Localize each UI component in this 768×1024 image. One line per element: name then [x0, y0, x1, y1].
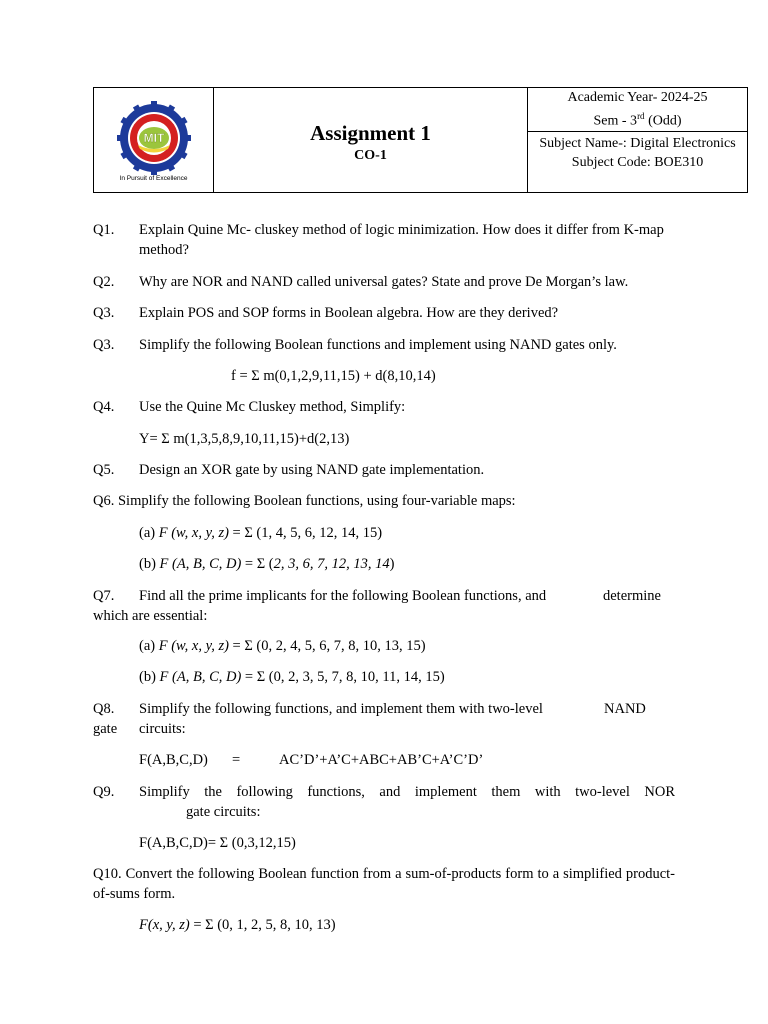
formula-q3: f = Σ m(0,1,2,9,11,15) + d(8,10,14): [231, 368, 436, 384]
subject-name: Subject Name-: Digital Electronics: [539, 135, 736, 151]
question-text: Simplify the following functions, and implement them with two-level NAND: [139, 701, 646, 717]
question-9: [93, 782, 675, 822]
svg-text:MIT: MIT: [143, 131, 164, 146]
question-number: Q8.: [93, 701, 115, 717]
q6-part-a: (a) F (w, x, y, z) = Σ (1, 4, 5, 6, 12, 14, 15): [139, 525, 383, 541]
question-text: Use the Quine Mc Cluskey method, Simplify:: [139, 399, 406, 415]
formula-q9: F(A,B,C,D)= Σ (0,3,12,15): [139, 835, 296, 851]
academic-year: Academic Year- 2024-25: [567, 90, 708, 105]
formula-q8-left: F(A,B,C,D): [139, 752, 208, 768]
question-text: Find all the prime implicants for the following Boolean functions, and determine: [139, 588, 661, 604]
question-number: Q9.: [93, 784, 115, 800]
formula-q8-right: AC’D’+A’C+ABC+AB’C+A’C’D’: [279, 752, 484, 768]
subject-cell: [528, 131, 748, 192]
question-number: Q3.: [93, 337, 115, 353]
question-text: Why are NOR and NAND called universal gates? State and prove De Morgan’s law.: [139, 274, 629, 290]
header-table: [93, 87, 748, 193]
formula-q8-eq: =: [232, 752, 241, 768]
q7-part-b: (b) F (A, B, C, D) = Σ (0, 2, 3, 5, 7, 8, 10, 11, 14, 15): [139, 669, 445, 685]
q6-part-b: (b) F (A, B, C, D) = Σ (2, 3, 6, 7, 12, 13, 14): [139, 556, 395, 572]
question-number: Q1.: [93, 222, 115, 238]
question-text-cont: gate circuits:: [93, 721, 186, 737]
title-cell: [214, 88, 528, 193]
college-logo-icon: [116, 101, 192, 175]
question-text: Convert the following Boolean function from a sum-of-products form to a simplified product-of-sums form.: [93, 866, 676, 902]
question-7: [93, 586, 675, 626]
question-text-cont: gate circuits:: [186, 804, 261, 820]
question-number: Q5.: [93, 462, 115, 478]
question-text-cont: which are essential:: [93, 608, 208, 624]
question-8: [93, 699, 675, 739]
question-number: Q3.: [93, 305, 115, 321]
question-10: [93, 864, 675, 904]
subject-code: Subject Code: BOE310: [571, 154, 704, 170]
question-number: Q10.: [93, 866, 122, 882]
question-4: [93, 397, 675, 417]
question-text: Design an XOR gate by using NAND gate implementation.: [139, 462, 485, 478]
question-text: Explain POS and SOP forms in Boolean algebra. How are they derived?: [139, 305, 559, 321]
question-number: Q4.: [93, 399, 115, 415]
question-3b: [93, 335, 675, 355]
question-number: Q6.: [93, 493, 115, 509]
semester: Sem - 3rd (Odd): [593, 111, 682, 129]
formula-q4: Y= Σ m(1,3,5,8,9,10,11,15)+d(2,13): [139, 431, 350, 447]
question-text: Simplify the following Boolean functions and implement using NAND gates only.: [139, 337, 617, 353]
course-outcome: CO-1: [354, 148, 387, 164]
question-5: [93, 460, 675, 480]
logo-tagline: In Pursuit of Excellence: [119, 175, 188, 183]
question-6: [93, 491, 675, 511]
question-3a: [93, 303, 675, 323]
question-1: [93, 220, 675, 260]
logo-cell: [94, 88, 214, 193]
assignment-title: Assignment 1: [310, 121, 431, 146]
question-text: Explain Quine Mc- cluskey method of logic minimization. How does it differ from K-map method?: [139, 222, 664, 258]
formula-q10: F(x, y, z) = Σ (0, 1, 2, 5, 8, 10, 13): [139, 917, 336, 933]
question-number: Q7.: [93, 588, 115, 604]
year-cell: [528, 88, 748, 132]
question-number: Q2.: [93, 274, 115, 290]
question-text: Simplify the following functions, and implement them with two-level NOR: [139, 784, 675, 800]
question-2: [93, 272, 675, 292]
q7-part-a: (a) F (w, x, y, z) = Σ (0, 2, 4, 5, 6, 7, 8, 10, 13, 15): [139, 638, 426, 654]
question-text: Simplify the following Boolean functions, using four-variable maps:: [117, 493, 516, 509]
